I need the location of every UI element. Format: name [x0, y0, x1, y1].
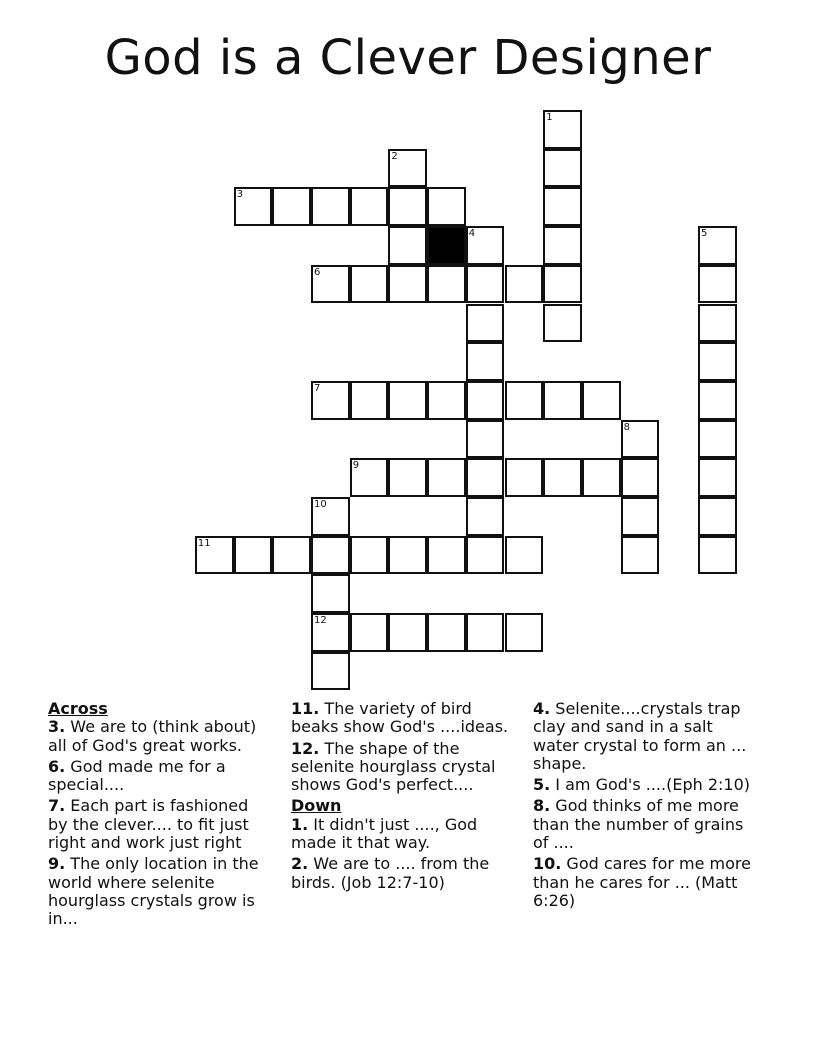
- page-title: God is a Clever Designer: [104, 30, 712, 86]
- black-cell: [427, 226, 466, 265]
- grid-cell[interactable]: [388, 458, 427, 497]
- clue-number: 12: [314, 615, 327, 627]
- clue-text: I am God's ....(Eph 2:10): [550, 775, 750, 795]
- clue-item: [533, 797, 763, 852]
- grid-cell[interactable]: [427, 458, 466, 497]
- clue-text: The shape of the selenite hourglass crystal shows God's perfect....: [291, 738, 496, 795]
- grid-cell[interactable]: [543, 265, 582, 304]
- clue-number-label: 9.: [48, 854, 66, 874]
- grid-cell[interactable]: [621, 497, 660, 536]
- grid-cell[interactable]: [427, 536, 466, 575]
- grid-cell[interactable]: [543, 110, 582, 149]
- grid-cell[interactable]: [350, 381, 389, 420]
- grid-cell[interactable]: [505, 265, 544, 304]
- grid-cell[interactable]: [350, 265, 389, 304]
- grid-cell[interactable]: [350, 458, 389, 497]
- grid-cell[interactable]: [388, 536, 427, 575]
- clue-text: God cares for me more than he cares for ... (Matt 6:26): [533, 854, 751, 910]
- across-heading: Across: [48, 699, 108, 718]
- grid-cell[interactable]: [505, 536, 544, 575]
- grid-cell[interactable]: [466, 342, 505, 381]
- grid-cell[interactable]: [311, 536, 350, 575]
- clue-number: 4: [468, 228, 476, 240]
- grid-cell[interactable]: [543, 187, 582, 226]
- clue-number: 5: [701, 228, 708, 240]
- clue-item: [533, 776, 763, 794]
- grid-cell[interactable]: [698, 342, 737, 381]
- grid-cell[interactable]: [621, 536, 660, 575]
- grid-cell[interactable]: [698, 536, 737, 575]
- grid-cell[interactable]: [466, 536, 505, 575]
- grid-cell[interactable]: [621, 458, 660, 497]
- clue-text: Each part is fashioned by the clever.... to fit just right and work just right: [48, 796, 249, 853]
- grid-cell[interactable]: [466, 613, 505, 652]
- grid-cell[interactable]: [388, 613, 427, 652]
- grid-cell[interactable]: [388, 381, 427, 420]
- grid-cell[interactable]: [388, 187, 427, 226]
- grid-cell[interactable]: [543, 149, 582, 188]
- grid-cell[interactable]: [543, 381, 582, 420]
- clue-item: [48, 758, 270, 795]
- grid-cell[interactable]: [698, 458, 737, 497]
- clue-number: 7: [314, 382, 321, 394]
- grid-cell[interactable]: [311, 497, 350, 536]
- grid-cell[interactable]: [234, 187, 273, 226]
- clue-text: We are to .... from the birds. (Job 12:7-10): [291, 854, 490, 892]
- clue-number-label: 2.: [291, 854, 309, 874]
- grid-cell[interactable]: [272, 187, 311, 226]
- grid-cell[interactable]: [698, 497, 737, 536]
- grid-cell[interactable]: [466, 265, 505, 304]
- grid-cell[interactable]: [311, 574, 350, 613]
- grid-cell[interactable]: [311, 613, 350, 652]
- grid-cell[interactable]: [388, 265, 427, 304]
- clue-number-label: 5.: [533, 775, 551, 795]
- grid-cell[interactable]: [466, 226, 505, 265]
- grid-cell[interactable]: [543, 226, 582, 265]
- grid-cell[interactable]: [350, 613, 389, 652]
- clue-item: [291, 816, 519, 853]
- grid-cell[interactable]: [427, 187, 466, 226]
- grid-cell[interactable]: [582, 381, 621, 420]
- grid-cell[interactable]: [388, 149, 427, 188]
- clue-number: 8: [623, 421, 630, 433]
- grid-cell[interactable]: [505, 613, 544, 652]
- grid-cell[interactable]: [582, 458, 621, 497]
- clue-item: [533, 855, 763, 910]
- grid-cell[interactable]: [543, 458, 582, 497]
- grid-cell[interactable]: [350, 187, 389, 226]
- grid-cell[interactable]: [350, 536, 389, 575]
- grid-cell[interactable]: [466, 381, 505, 420]
- clue-column-1: [48, 700, 270, 932]
- clue-number-label: 3.: [48, 717, 66, 737]
- clue-number: 11: [197, 537, 211, 549]
- grid-cell[interactable]: [388, 226, 427, 265]
- clue-text: The only location in the world where selenite hourglass crystals grow is in...: [48, 854, 259, 929]
- clue-number-label: 11.: [291, 699, 320, 718]
- clue-number-label: 4.: [533, 699, 551, 718]
- grid-cell[interactable]: [505, 458, 544, 497]
- grid-cell[interactable]: [195, 536, 234, 575]
- clue-number-label: 12.: [291, 738, 320, 758]
- grid-cell[interactable]: [698, 420, 737, 459]
- grid-cell[interactable]: [311, 187, 350, 226]
- clue-item: [291, 740, 519, 795]
- grid-cell[interactable]: [466, 458, 505, 497]
- clue-item: [291, 855, 519, 892]
- grid-cell[interactable]: [311, 652, 350, 691]
- clue-text: Selenite....crystals trap clay and sand in a salt water crystal to form an ... shape.: [533, 699, 747, 773]
- clue-text: It didn't just ...., God made it that way.: [291, 814, 478, 853]
- clue-number-label: 10.: [533, 854, 562, 874]
- grid-cell[interactable]: [466, 497, 505, 536]
- grid-cell[interactable]: [698, 304, 737, 343]
- clue-number: 6: [314, 266, 321, 278]
- grid-cell[interactable]: [311, 381, 350, 420]
- clue-number: 9: [352, 460, 360, 472]
- grid-cell[interactable]: [466, 304, 505, 343]
- clue-column-2: [291, 700, 519, 895]
- grid-cell[interactable]: [311, 265, 350, 304]
- grid-cell[interactable]: [505, 381, 544, 420]
- clue-column-3: [533, 700, 763, 913]
- grid-cell[interactable]: [234, 536, 273, 575]
- down-heading: Down: [291, 796, 342, 816]
- grid-cell[interactable]: [698, 265, 737, 304]
- clue-number: 2: [391, 150, 398, 162]
- clue-item: [291, 700, 519, 737]
- clue-number: 10: [314, 499, 327, 510]
- clue-number-label: 6.: [48, 756, 66, 776]
- clue-text: God thinks of me more than the number of grains of ....: [533, 796, 744, 853]
- clue-item: [48, 718, 270, 755]
- clue-number-label: 1.: [291, 814, 309, 834]
- grid-cell[interactable]: [427, 381, 466, 420]
- clue-number: 1: [546, 112, 553, 123]
- clue-text: God made me for a special....: [48, 756, 226, 795]
- grid-cell[interactable]: [427, 265, 466, 304]
- grid-cell[interactable]: [543, 304, 582, 343]
- clue-text: We are to (think about) all of God's great works.: [48, 717, 257, 755]
- grid-cell[interactable]: [427, 613, 466, 652]
- grid-cell[interactable]: [466, 420, 505, 459]
- clue-text: The variety of bird beaks show God's ....ideas.: [291, 699, 509, 737]
- clue-item: [48, 797, 270, 852]
- clue-item: [48, 855, 270, 928]
- clue-number-label: 7.: [48, 796, 66, 816]
- clue-item: [533, 700, 763, 773]
- grid-cell[interactable]: [698, 381, 737, 420]
- clue-number: 3: [236, 189, 243, 201]
- clue-number-label: 8.: [533, 796, 551, 816]
- grid-cell[interactable]: [698, 226, 737, 265]
- grid-cell[interactable]: [621, 420, 660, 459]
- grid-cell[interactable]: [272, 536, 311, 575]
